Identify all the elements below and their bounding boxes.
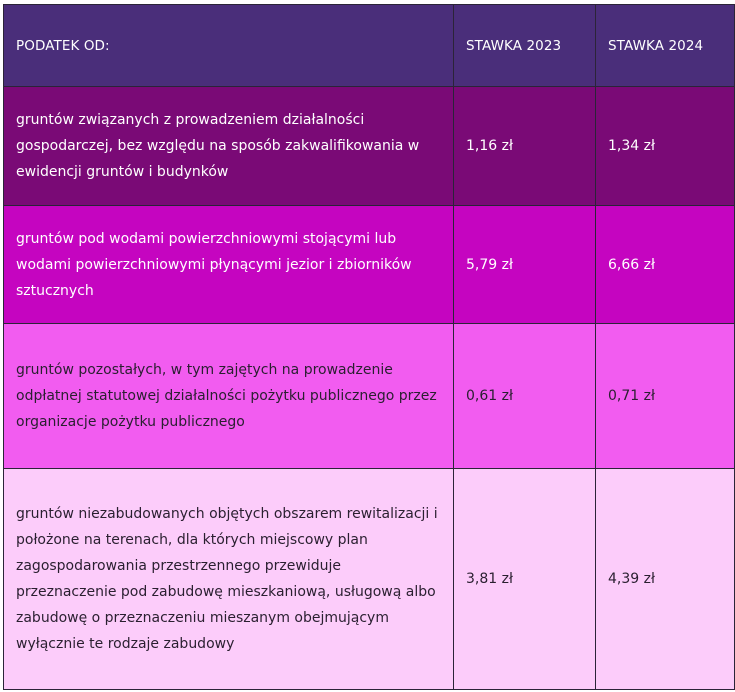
row-rate-2024: 0,71 zł: [596, 324, 735, 469]
row-rate-2024: 4,39 zł: [596, 469, 735, 690]
row-rate-2023: 1,16 zł: [454, 87, 596, 206]
header-rate-2023: STAWKA 2023: [454, 5, 596, 87]
row-description: gruntów pozostałych, w tym zajętych na prowadzenie odpłatnej statutowej działalności pożytku publicznego przez organizacje pożytku publicznego: [4, 324, 454, 469]
table-row: [4, 469, 735, 690]
tax-rate-table: [3, 4, 735, 690]
table-header: [4, 5, 735, 87]
table-row: [4, 324, 735, 469]
header-tax-on: PODATEK OD:: [4, 5, 454, 87]
row-description: gruntów pod wodami powierzchniowymi stojącymi lub wodami powierzchniowymi płynącymi jezior i zbiorników sztucznych: [4, 206, 454, 324]
row-rate-2023: 5,79 zł: [454, 206, 596, 324]
header-row: [4, 5, 735, 87]
row-description: gruntów związanych z prowadzeniem działalności gospodarczej, bez względu na sposób zakwalifikowania w ewidencji gruntów i budynków: [4, 87, 454, 206]
row-rate-2024: 6,66 zł: [596, 206, 735, 324]
header-rate-2024: STAWKA 2024: [596, 5, 735, 87]
row-description: gruntów niezabudowanych objętych obszarem rewitalizacji i położone na terenach, dla których miejscowy plan zagospodarowania przestrzennego przewiduje przeznaczenie pod zabudowę mieszkaniową, usługową albo zabudowę o przeznaczeniu mieszanym obejmującym wyłącznie te rodzaje zabudowy: [4, 469, 454, 690]
table-row: [4, 87, 735, 206]
table-row: [4, 206, 735, 324]
row-rate-2023: 3,81 zł: [454, 469, 596, 690]
row-rate-2023: 0,61 zł: [454, 324, 596, 469]
row-rate-2024: 1,34 zł: [596, 87, 735, 206]
table-body: [4, 87, 735, 690]
